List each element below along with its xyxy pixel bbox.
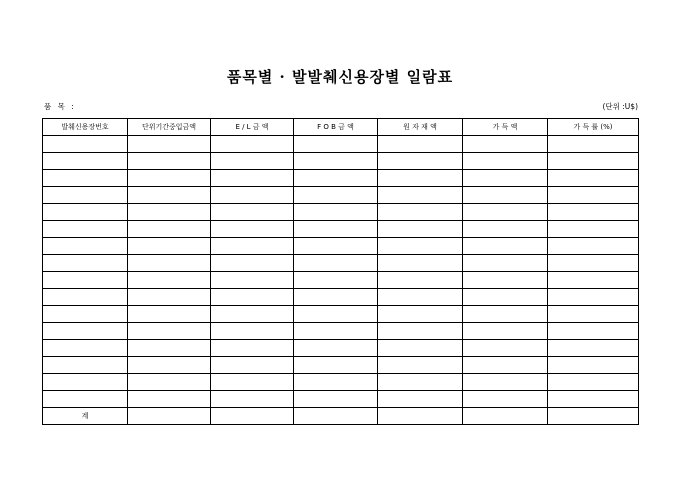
table-cell[interactable]: [548, 238, 639, 255]
table-cell[interactable]: [211, 221, 294, 238]
table-cell[interactable]: [294, 255, 378, 272]
table-cell[interactable]: [294, 238, 378, 255]
total-cell[interactable]: [548, 408, 639, 425]
table-cell[interactable]: [128, 255, 211, 272]
table-cell[interactable]: [463, 153, 548, 170]
unit-label: (단위 :U$): [602, 102, 638, 111]
table-cell[interactable]: [211, 391, 294, 408]
table-cell[interactable]: [378, 170, 463, 187]
header-gain-rate: 가 득 률 (%): [548, 119, 639, 136]
table-cell[interactable]: [378, 374, 463, 391]
table-cell[interactable]: [128, 170, 211, 187]
table-cell[interactable]: [294, 306, 378, 323]
summary-table: [42, 118, 639, 425]
table-cell[interactable]: [378, 255, 463, 272]
table-row: [43, 170, 639, 187]
table-cell[interactable]: [463, 323, 548, 340]
header-gain-amount: 가 득 액: [463, 119, 548, 136]
table-cell[interactable]: [463, 391, 548, 408]
table-row: [43, 357, 639, 374]
table-cell[interactable]: [43, 221, 128, 238]
table-cell[interactable]: [211, 289, 294, 306]
table-cell[interactable]: [548, 204, 639, 221]
table-row: [43, 255, 639, 272]
header-period-income: 단위기간중입금액: [128, 119, 211, 136]
table-cell[interactable]: [128, 391, 211, 408]
table-cell[interactable]: [43, 289, 128, 306]
table-cell[interactable]: [548, 289, 639, 306]
table-cell[interactable]: [128, 221, 211, 238]
table-row: [43, 187, 639, 204]
table-row: [43, 289, 639, 306]
table-row: [43, 306, 639, 323]
table-cell[interactable]: [211, 255, 294, 272]
table-cell[interactable]: [378, 340, 463, 357]
table-cell[interactable]: [548, 323, 639, 340]
table-cell[interactable]: [294, 323, 378, 340]
table-cell[interactable]: [43, 255, 128, 272]
table-cell[interactable]: [211, 153, 294, 170]
table-cell[interactable]: [43, 340, 128, 357]
table-cell[interactable]: [43, 374, 128, 391]
table-cell[interactable]: [463, 170, 548, 187]
table-cell[interactable]: [128, 374, 211, 391]
table-row: [43, 272, 639, 289]
table-cell[interactable]: [43, 306, 128, 323]
table-cell[interactable]: [211, 374, 294, 391]
table-row: [43, 204, 639, 221]
table-cell[interactable]: [211, 323, 294, 340]
table-cell[interactable]: [463, 289, 548, 306]
table-cell[interactable]: [128, 306, 211, 323]
header-raw-material-amount: 원 자 재 액: [378, 119, 463, 136]
table-cell[interactable]: [463, 255, 548, 272]
table-cell[interactable]: [43, 391, 128, 408]
total-cell[interactable]: [463, 408, 548, 425]
table-cell[interactable]: [43, 136, 128, 153]
table-cell[interactable]: [548, 391, 639, 408]
table-cell[interactable]: [128, 357, 211, 374]
table-cell[interactable]: [294, 153, 378, 170]
table-cell[interactable]: [294, 272, 378, 289]
table-cell[interactable]: [378, 272, 463, 289]
table-cell[interactable]: [294, 204, 378, 221]
table-cell[interactable]: [378, 221, 463, 238]
table-cell[interactable]: [294, 170, 378, 187]
table-cell[interactable]: [211, 187, 294, 204]
table-cell[interactable]: [43, 153, 128, 170]
table-cell[interactable]: [211, 306, 294, 323]
total-row: [43, 408, 639, 425]
table-cell[interactable]: [548, 221, 639, 238]
table-cell[interactable]: [378, 357, 463, 374]
table-cell[interactable]: [294, 374, 378, 391]
table-cell[interactable]: [128, 340, 211, 357]
table-cell[interactable]: [463, 204, 548, 221]
document-title: 품목별 · 발발췌신용장별 일람표: [226, 68, 454, 86]
table-cell[interactable]: [128, 204, 211, 221]
table-row: [43, 221, 639, 238]
table-cell[interactable]: [463, 272, 548, 289]
table-row: [43, 153, 639, 170]
table-cell[interactable]: [463, 340, 548, 357]
table-cell[interactable]: [128, 238, 211, 255]
table-cell[interactable]: [294, 340, 378, 357]
table-cell[interactable]: [548, 170, 639, 187]
table-cell[interactable]: [43, 357, 128, 374]
table-cell[interactable]: [43, 323, 128, 340]
table-cell[interactable]: [211, 170, 294, 187]
table-header-row: [43, 119, 639, 136]
header-el-amount: E / L 금 액: [211, 119, 294, 136]
table-cell[interactable]: [378, 187, 463, 204]
table-cell[interactable]: [463, 374, 548, 391]
table-row: [43, 391, 639, 408]
table-cell[interactable]: [378, 204, 463, 221]
table-row: [43, 238, 639, 255]
table-cell[interactable]: [294, 391, 378, 408]
table-cell[interactable]: [211, 357, 294, 374]
table-cell[interactable]: [463, 221, 548, 238]
table-cell[interactable]: [211, 238, 294, 255]
table-cell[interactable]: [548, 306, 639, 323]
total-cell[interactable]: [378, 408, 463, 425]
table-cell[interactable]: [294, 187, 378, 204]
table-cell[interactable]: [548, 153, 639, 170]
table-cell[interactable]: [463, 306, 548, 323]
table-cell[interactable]: [128, 289, 211, 306]
table-cell[interactable]: [378, 391, 463, 408]
table-cell[interactable]: [294, 357, 378, 374]
table-cell[interactable]: [548, 357, 639, 374]
table-cell[interactable]: [211, 136, 294, 153]
table-cell[interactable]: [378, 323, 463, 340]
table-cell[interactable]: [548, 374, 639, 391]
total-cell[interactable]: [294, 408, 378, 425]
table-cell[interactable]: [128, 136, 211, 153]
total-label: 계: [43, 408, 128, 425]
table-row: [43, 323, 639, 340]
total-cell[interactable]: [128, 408, 211, 425]
table-cell[interactable]: [128, 187, 211, 204]
table-cell[interactable]: [378, 153, 463, 170]
table-cell[interactable]: [463, 136, 548, 153]
table-cell[interactable]: [548, 187, 639, 204]
table-cell[interactable]: [43, 238, 128, 255]
total-cell[interactable]: [211, 408, 294, 425]
table-row: [43, 340, 639, 357]
header-lc-number: 발췌신용장번호: [43, 119, 128, 136]
table-cell[interactable]: [548, 255, 639, 272]
table-cell[interactable]: [548, 340, 639, 357]
table-cell[interactable]: [43, 204, 128, 221]
table-row: [43, 136, 639, 153]
table-cell[interactable]: [294, 136, 378, 153]
table-cell[interactable]: [128, 272, 211, 289]
table-cell[interactable]: [463, 187, 548, 204]
header-fob-amount: F O B 금 액: [294, 119, 378, 136]
table-cell[interactable]: [548, 272, 639, 289]
table-cell[interactable]: [378, 136, 463, 153]
table-cell[interactable]: [378, 238, 463, 255]
table-cell[interactable]: [43, 187, 128, 204]
table-cell[interactable]: [463, 238, 548, 255]
item-label: 품 목 :: [44, 102, 76, 111]
table-cell[interactable]: [211, 204, 294, 221]
table-cell[interactable]: [378, 289, 463, 306]
table-cell[interactable]: [548, 136, 639, 153]
table-row: [43, 374, 639, 391]
table-cell[interactable]: [294, 221, 378, 238]
table-cell[interactable]: [378, 306, 463, 323]
table-cell[interactable]: [128, 153, 211, 170]
table-cell[interactable]: [211, 272, 294, 289]
table-cell[interactable]: [43, 272, 128, 289]
table-cell[interactable]: [463, 357, 548, 374]
table-cell[interactable]: [211, 340, 294, 357]
table-cell[interactable]: [128, 323, 211, 340]
table-cell[interactable]: [294, 289, 378, 306]
table-cell[interactable]: [43, 170, 128, 187]
